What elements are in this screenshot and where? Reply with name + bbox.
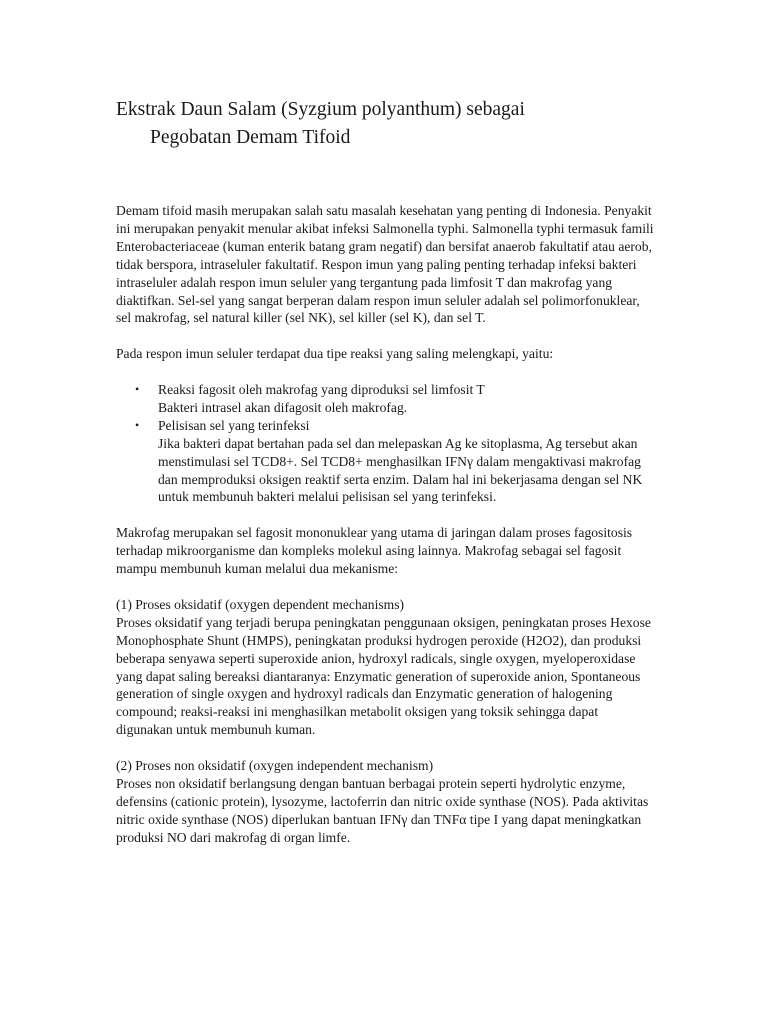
oxidative-body: Proses oksidatif yang terjadi berupa peningkatan penggunaan oksigen, peningkatan proses Hexose Monophosphate Shunt (HMPS), peningkatan produksi hydrogen peroxide (H2O2), dan produksi beberapa senyawa seperti superoxide anion, hydroxyl radicals, single oxygen, myeloperoxidase yang dapat saling bereaksi diantaranya: Enzymatic generation of superoxide anion, Spontaneous generation of single oxygen and hydroxyl radicals dan Enzymatic generation of halogening compound; reaksi-reaksi ini menghasilkan metabolit oksigen yang toksik sehingga dapat digunakan untuk membunuh kuman. — [116, 614, 651, 738]
list-item — [116, 417, 656, 507]
intro-paragraph: Demam tifoid masih merupakan salah satu masalah kesehatan yang penting di Indonesia. Penyakit ini merupakan penyakit menular akibat infeksi Salmonella typhi. Salmonella typhi termasuk famili Enterobacteriaceae (kuman enterik batang gram negatif) dan bersifat anaerob fakultatif atau aerob, tidak berspora, intraseluler fakultatif. Respon imun yang paling penting terhadap infeksi bakteri intraseluler adalah respon imun seluler yang tergantung pada limfosit T dan makrofag yang diaktifkan. Sel-sel yang sangat berperan dalam respon imun seluler adalah sel polimorfonuklear, sel makrofag, sel natural killer (sel NK), sel killer (sel K), dan sel T. — [116, 203, 654, 326]
non-oxidative-body: Proses non oksidatif berlangsung dengan bantuan berbagai protein seperti hydrolytic enzyme, defensins (cationic protein), lysozyme, lactoferrin dan nitric oxide synthase (NOS). Pada aktivitas nitric oxide synthase (NOS) diperlukan bantuan IFNγ dan TNFα tipe I yang dapat meningkatkan produksi NO dari makrofag di organ limfe. — [116, 775, 649, 845]
reaction-list — [116, 381, 656, 506]
bullet-icon: • — [135, 417, 140, 432]
title-line-1: Ekstrak Daun Salam (Syzgium polyanthum) sebagai — [116, 99, 525, 120]
macrophage-paragraph: Makrofag merupakan sel fagosit mononuklear yang utama di jaringan dalam proses fagositosis terhadap mikroorganisme dan kompleks molekul asing lainnya. Makrofag sebagai sel fagosit mampu membunuh kuman melalui dua mekanisme: — [116, 525, 633, 577]
list-item — [116, 381, 656, 417]
list-item-body: Jika bakteri dapat bertahan pada sel dan melepaskan Ag ke sitoplasma, Ag tersebut akan menstimulasi sel TCD8+. Sel TCD8+ menghasilkan IFNγ dalam mengaktivasi makrofag dan memproduksi oksigen reaktif serta enzim. Dalam hal ini bekerjasama dengan sel NK untuk membunuh bakteri melalui pelisisan sel yang terinfeksi. — [158, 435, 643, 505]
list-item-heading: Pelisisan sel yang terinfeksi — [158, 417, 310, 433]
list-item-body: Bakteri intrasel akan difagosit oleh makrofag. — [158, 399, 408, 415]
document-title — [116, 96, 676, 152]
non-oxidative-section — [116, 757, 656, 847]
reaction-types-paragraph: Pada respon imun seluler terdapat dua tipe reaksi yang saling melengkapi, yaitu: — [116, 346, 554, 362]
title-line-2: Pegobatan Demam Tifoid — [150, 127, 351, 148]
non-oxidative-heading: (2) Proses non oksidatif (oxygen independent mechanism) — [116, 758, 434, 774]
bullet-icon: • — [135, 382, 140, 397]
oxidative-heading: (1) Proses oksidatif (oxygen dependent mechanisms) — [116, 596, 405, 612]
document-body — [116, 202, 656, 864]
list-item-heading: Reaksi fagosit oleh makrofag yang diproduksi sel limfosit T — [158, 382, 485, 398]
oxidative-section — [116, 596, 656, 739]
